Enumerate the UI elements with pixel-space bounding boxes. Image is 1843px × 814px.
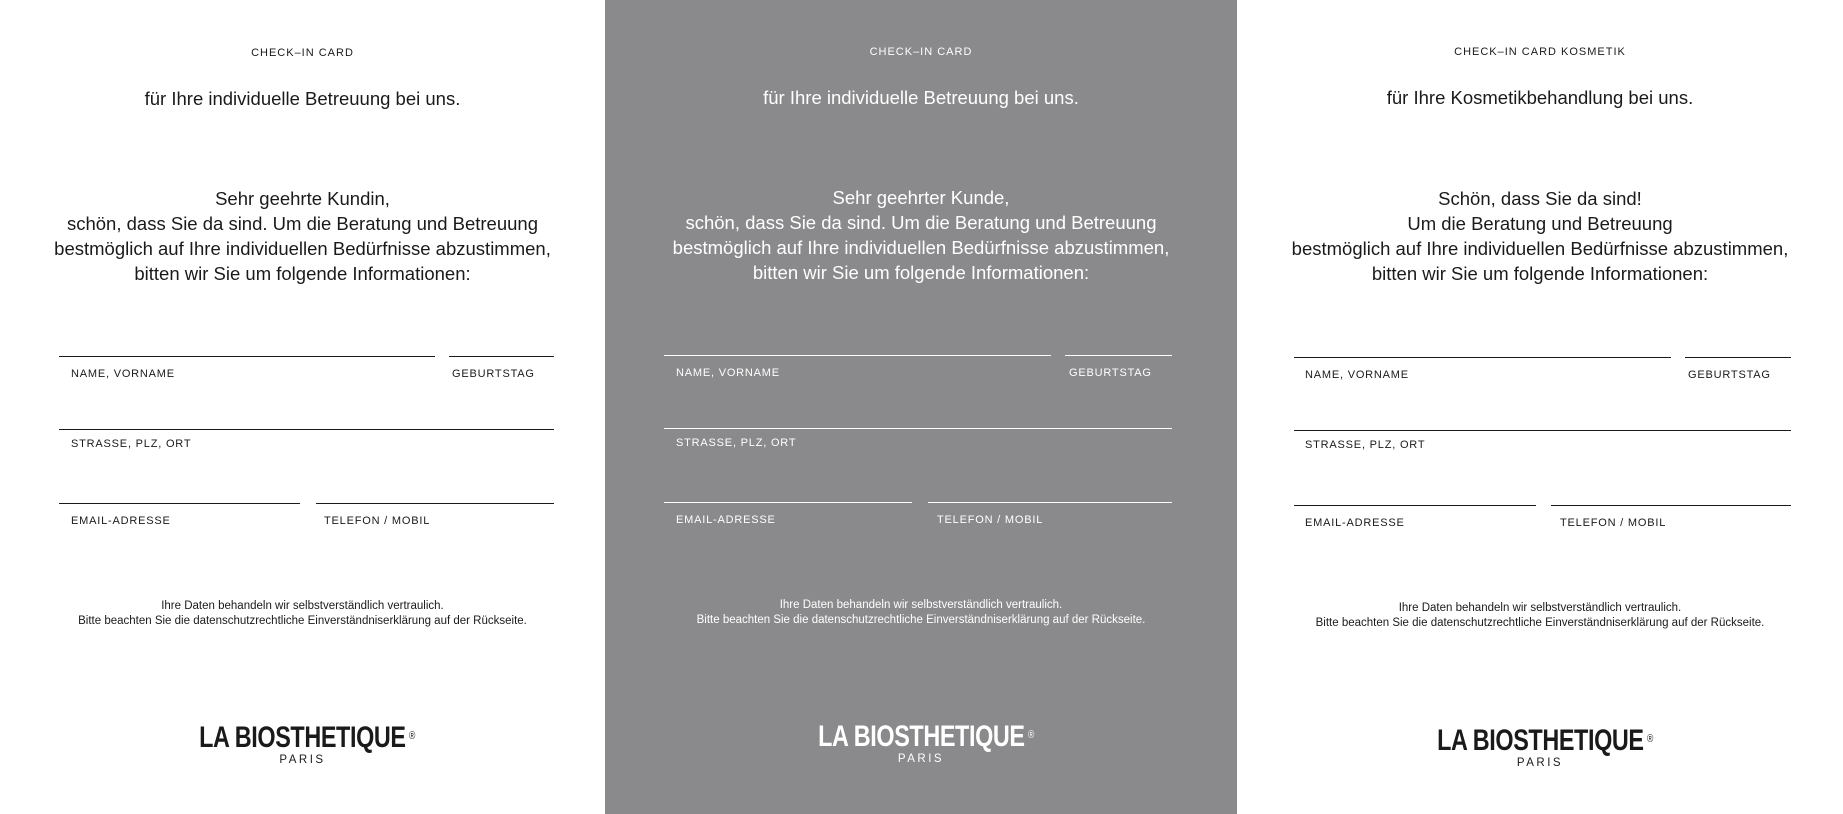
- greeting-line: Um die Beratung und Betreuung: [1407, 213, 1673, 234]
- birthday-field-line[interactable]: [1685, 357, 1791, 358]
- email-field-label: EMAIL-ADRESSE: [1305, 517, 1405, 529]
- privacy-line: Ihre Daten behandeln wir selbstverständlich vertraulich.: [1398, 602, 1682, 614]
- birthday-field-label: GEBURTSTAG: [1688, 369, 1771, 381]
- greeting-line: bestmöglich auf Ihre individuellen Bedürfnisse abzustimmen,: [1291, 238, 1789, 259]
- card-title: CHECK–IN CARD: [251, 47, 354, 59]
- phone-field-label: TELEFON / MOBIL: [1560, 517, 1667, 529]
- card-subtitle: für Ihre Kosmetikbehandlung bei uns.: [1386, 87, 1694, 108]
- phone-field-label: TELEFON / MOBIL: [937, 514, 1044, 526]
- logo-wordmark: [199, 721, 416, 754]
- check-in-card-customer-female: [0, 0, 605, 814]
- email-field-label: EMAIL-ADRESSE: [71, 515, 171, 527]
- phone-field-line[interactable]: [928, 502, 1172, 503]
- address-field-line[interactable]: [664, 428, 1172, 429]
- privacy-line: Ihre Daten behandeln wir selbstverständlich vertraulich.: [161, 600, 444, 612]
- greeting-line: Sehr geehrte Kundin,: [215, 188, 390, 209]
- check-in-card-cosmetics: [1237, 0, 1843, 814]
- birthday-field-label: GEBURTSTAG: [1069, 367, 1152, 379]
- card-subtitle: für Ihre individuelle Betreuung bei uns.: [763, 87, 1079, 108]
- name-field-line[interactable]: [1294, 357, 1671, 358]
- birthday-field-line[interactable]: [1065, 355, 1172, 356]
- greeting-text: [0, 186, 605, 286]
- privacy-note: [0, 599, 605, 629]
- greeting-line: schön, dass Sie da sind. Um die Beratung und Betreuung: [685, 212, 1157, 233]
- logo-subline: PARIS: [279, 754, 326, 766]
- greeting-line: bitten wir Sie um folgende Informationen:: [134, 263, 471, 284]
- email-field-line[interactable]: [1294, 505, 1536, 506]
- email-field-line[interactable]: [59, 503, 300, 504]
- greeting-line: Sehr geehrter Kunde,: [832, 187, 1010, 208]
- name-field-label: NAME, VORNAME: [1305, 369, 1409, 381]
- logo-wordmark: [817, 720, 1034, 753]
- phone-field-line[interactable]: [1551, 505, 1791, 506]
- email-field-label: EMAIL-ADRESSE: [676, 514, 776, 526]
- greeting-line: bitten wir Sie um folgende Informationen:: [1371, 263, 1709, 284]
- brand-logo: [0, 723, 605, 767]
- card-title: CHECK–IN CARD: [869, 46, 973, 58]
- privacy-note: [1237, 601, 1843, 631]
- brand-logo: [1237, 726, 1843, 770]
- name-field-line[interactable]: [59, 356, 435, 357]
- email-field-line[interactable]: [664, 502, 912, 503]
- greeting-text: [1237, 186, 1843, 286]
- logo-subline: PARIS: [897, 753, 945, 765]
- address-field-label: STRASSE, PLZ, ORT: [71, 438, 192, 450]
- logo-name: LA BIOSTHETIQUE: [1436, 724, 1644, 757]
- birthday-field-label: GEBURTSTAG: [452, 368, 535, 380]
- privacy-line: Bitte beachten Sie die datenschutzrechtliche Einverständniserklärung auf der Rückseite.: [1315, 617, 1765, 629]
- logo-subline: PARIS: [1516, 757, 1564, 769]
- privacy-line: Bitte beachten Sie die datenschutzrechtliche Einverständniserklärung auf der Rückseite.: [696, 614, 1146, 626]
- registered-mark: ®: [1027, 729, 1034, 741]
- logo-name: LA BIOSTHETIQUE: [199, 721, 406, 754]
- name-field-line[interactable]: [664, 355, 1051, 356]
- phone-field-line[interactable]: [316, 503, 554, 504]
- check-in-card-customer-male: [605, 0, 1237, 814]
- name-field-label: NAME, VORNAME: [676, 367, 780, 379]
- privacy-line: Ihre Daten behandeln wir selbstverständlich vertraulich.: [779, 599, 1063, 611]
- registered-mark: ®: [409, 730, 416, 742]
- privacy-note: [605, 598, 1237, 628]
- greeting-line: bitten wir Sie um folgende Informationen:: [752, 262, 1090, 283]
- privacy-line: Bitte beachten Sie die datenschutzrechtliche Einverständniserklärung auf der Rückseite.: [78, 615, 527, 627]
- address-field-label: STRASSE, PLZ, ORT: [1305, 439, 1426, 451]
- logo-wordmark: [1436, 724, 1653, 757]
- card-title: CHECK–IN CARD KOSMETIK: [1454, 46, 1626, 58]
- address-field-line[interactable]: [1294, 430, 1791, 431]
- phone-field-label: TELEFON / MOBIL: [324, 515, 431, 527]
- greeting-line: schön, dass Sie da sind. Um die Beratung und Betreuung: [66, 213, 539, 234]
- card-subtitle: für Ihre individuelle Betreuung bei uns.: [144, 88, 461, 109]
- greeting-line: Schön, dass Sie da sind!: [1438, 188, 1642, 209]
- registered-mark: ®: [1646, 733, 1653, 745]
- address-field-line[interactable]: [59, 429, 554, 430]
- birthday-field-line[interactable]: [449, 356, 554, 357]
- greeting-line: bestmöglich auf Ihre individuellen Bedürfnisse abzustimmen,: [54, 238, 551, 259]
- logo-name: LA BIOSTHETIQUE: [817, 720, 1025, 753]
- greeting-line: bestmöglich auf Ihre individuellen Bedürfnisse abzustimmen,: [672, 237, 1170, 258]
- name-field-label: NAME, VORNAME: [71, 368, 175, 380]
- greeting-text: [605, 185, 1237, 285]
- brand-logo: [605, 722, 1237, 766]
- address-field-label: STRASSE, PLZ, ORT: [676, 437, 797, 449]
